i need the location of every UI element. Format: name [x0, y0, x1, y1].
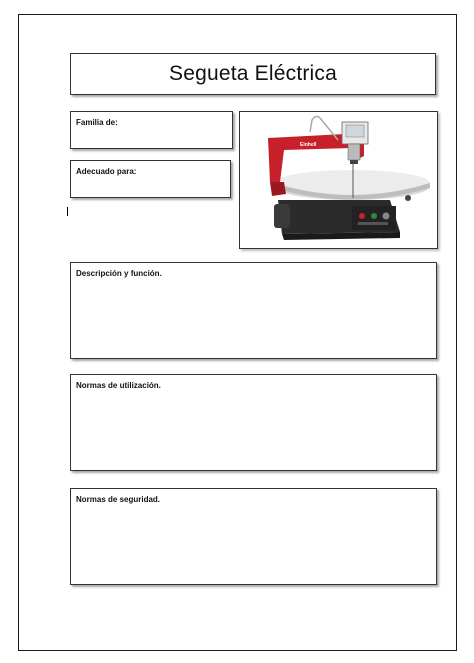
document-page [18, 14, 457, 651]
product-image-frame [239, 111, 438, 249]
brand-logo: Einhell [300, 142, 317, 148]
page-title: Segueta Eléctrica [169, 62, 337, 85]
scroll-saw-image [240, 112, 437, 248]
descripcion-label: Descripción y función. [76, 269, 162, 278]
title-box [70, 53, 436, 95]
seguridad-field[interactable] [70, 488, 437, 585]
text-cursor [67, 207, 68, 216]
familia-field[interactable] [70, 111, 233, 149]
utilizacion-field[interactable] [70, 374, 437, 471]
seguridad-label: Normas de seguridad. [76, 495, 161, 504]
utilizacion-label: Normas de utilización. [76, 381, 161, 390]
descripcion-field[interactable] [70, 262, 437, 359]
adecuado-label: Adecuado para: [76, 167, 137, 176]
familia-label: Familia de: [76, 118, 118, 127]
adecuado-field[interactable] [70, 160, 231, 198]
